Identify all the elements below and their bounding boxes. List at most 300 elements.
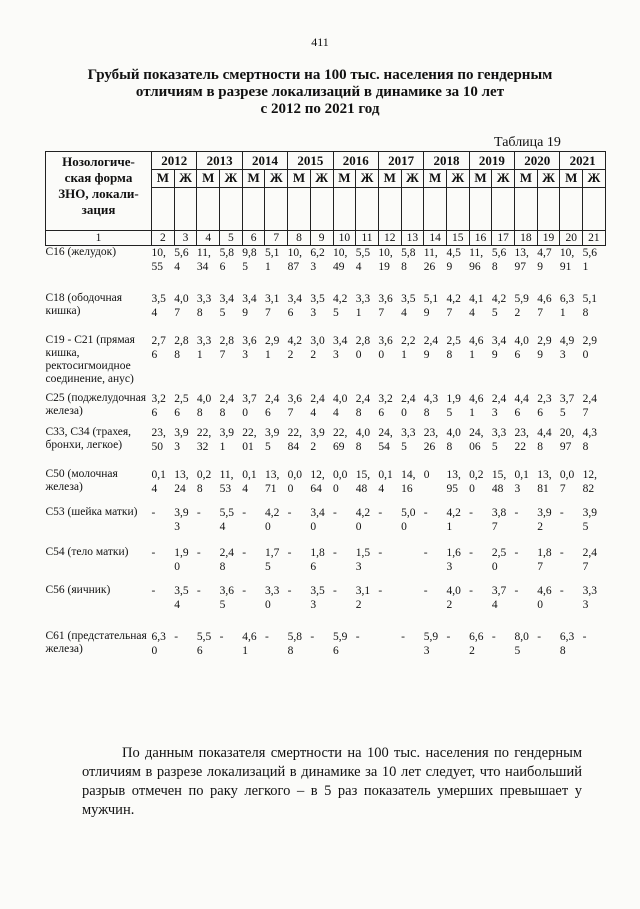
header-spacer-cell — [560, 188, 583, 231]
value-line: 3,7 — [242, 392, 257, 405]
localization-header-line: зация — [81, 202, 116, 217]
value-cell — [424, 468, 447, 506]
value-cell — [515, 630, 538, 674]
sex-header: Ж — [265, 170, 288, 188]
value-line: 5,1 — [423, 292, 439, 305]
value-cell — [220, 334, 243, 392]
value-cell — [356, 630, 379, 674]
value-cell — [242, 630, 265, 674]
value-line: 1,8 — [310, 546, 325, 559]
value-line: 1 — [469, 406, 475, 419]
value-line: 3,3 — [582, 584, 597, 597]
value-line: 23, — [514, 426, 529, 439]
value-line: 4,2 — [491, 292, 507, 305]
value-cell — [378, 392, 401, 426]
value-line: 13, — [264, 468, 280, 481]
value-cell — [152, 334, 175, 392]
value-cell — [288, 292, 311, 334]
value-line: 2 — [310, 348, 317, 361]
value-line: 1 — [219, 440, 226, 453]
value-line: 95 — [446, 482, 458, 495]
value-cell — [515, 334, 538, 392]
value-cell — [356, 506, 379, 546]
value-cell — [174, 334, 197, 392]
value-cell — [174, 468, 197, 506]
value-line: 3,4 — [287, 292, 302, 305]
value-cell — [446, 506, 469, 546]
table-row — [46, 630, 606, 674]
value-line: - — [491, 630, 496, 643]
value-line: 3,9 — [264, 426, 280, 439]
value-line: 1 — [242, 644, 248, 657]
value-cell — [288, 246, 311, 292]
title-line-3: с 2012 по 2021 год — [260, 101, 380, 117]
value-cell — [583, 334, 606, 392]
value-line: 9 — [423, 348, 430, 361]
value-line: 13, — [446, 468, 461, 481]
value-line: 7 — [174, 306, 180, 319]
value-cell — [152, 246, 175, 292]
value-cell — [220, 392, 243, 426]
value-line: 12, — [582, 468, 597, 481]
value-line: 01 — [242, 440, 254, 453]
value-line: 3,3 — [355, 292, 371, 305]
column-number: 10 — [333, 231, 356, 246]
value-cell — [333, 506, 356, 546]
value-line: - — [196, 506, 201, 519]
value-line: 8 — [174, 348, 180, 361]
value-line: 3,8 — [491, 506, 507, 519]
localization-header — [46, 152, 152, 231]
value-line: 2 — [355, 598, 362, 611]
value-line: 8 — [582, 306, 589, 319]
value-cell — [220, 292, 243, 334]
value-cell — [560, 334, 583, 392]
value-line: 5 — [401, 440, 407, 453]
value-line: 6 — [287, 306, 294, 319]
value-line: 0,2 — [469, 468, 484, 481]
value-cell — [310, 546, 333, 584]
value-line: 3,1 — [355, 584, 371, 597]
value-cell — [310, 392, 333, 426]
value-line: 8 — [559, 644, 566, 657]
value-line: 1 — [264, 261, 271, 273]
value-line: 4,0 — [446, 584, 461, 597]
value-line: 2,4 — [264, 392, 280, 405]
table-row — [46, 292, 606, 334]
value-line: 26 — [423, 440, 436, 453]
table-body — [46, 246, 606, 674]
value-line: 0 — [469, 482, 475, 495]
value-cell — [310, 334, 333, 392]
value-line: - — [287, 506, 292, 519]
value-line: 3,9 — [537, 506, 552, 519]
value-line: 5,5 — [219, 506, 234, 519]
sex-header: М — [288, 170, 311, 188]
value-line: 4 — [491, 598, 498, 611]
value-cell — [537, 584, 560, 630]
year-header: 2015 — [288, 152, 333, 170]
value-line: 71 — [264, 482, 277, 495]
value-line: 13, — [514, 247, 529, 259]
value-cell — [152, 468, 175, 506]
value-cell — [174, 584, 197, 630]
value-cell — [401, 392, 424, 426]
value-line: 7 — [582, 406, 589, 419]
value-line: - — [333, 546, 337, 559]
header-spacer-cell — [515, 188, 538, 231]
value-line: 4 — [219, 520, 226, 533]
value-line: 3,9 — [310, 426, 325, 439]
value-cell — [515, 292, 538, 334]
value-line: 2,8 — [355, 334, 371, 347]
value-line: 4 — [151, 482, 158, 495]
value-line: 22, — [287, 426, 302, 439]
value-line: 4,1 — [469, 292, 484, 305]
value-cell — [356, 584, 379, 630]
sex-header: Ж — [174, 170, 197, 188]
header-spacer-cell — [242, 188, 265, 231]
value-line: 4,5 — [446, 247, 461, 259]
value-cell — [310, 506, 333, 546]
value-line: 0 — [264, 598, 271, 611]
value-line: 2,4 — [491, 392, 507, 405]
value-line: 5 — [264, 440, 271, 453]
value-line: 8 — [491, 261, 498, 273]
value-cell — [242, 546, 265, 584]
value-line: 2,3 — [537, 392, 552, 405]
value-line: 1,9 — [174, 546, 189, 559]
value-line: 24, — [469, 426, 484, 439]
value-cell — [469, 292, 492, 334]
value-cell — [537, 334, 560, 392]
value-line: 4,0 — [333, 392, 348, 405]
row-label: С53 (шейка матки) — [45, 505, 138, 518]
value-line: - — [559, 506, 564, 519]
value-line: 5,8 — [401, 247, 416, 259]
value-line: 1 — [264, 348, 271, 361]
value-line: 0 — [151, 644, 158, 657]
column-number: 5 — [220, 231, 243, 246]
value-line: 3,5 — [401, 292, 416, 305]
value-cell — [515, 506, 538, 546]
year-header: 2016 — [333, 152, 378, 170]
value-line: 4,0 — [355, 426, 371, 439]
value-line: 2,4 — [423, 334, 439, 347]
value-line: 0 — [491, 560, 498, 573]
value-cell — [152, 426, 175, 468]
value-line: 2,4 — [310, 392, 325, 405]
value-line: 7 — [287, 406, 294, 419]
value-line: 9 — [446, 261, 453, 273]
value-cell — [424, 426, 447, 468]
value-line: 7 — [378, 306, 385, 319]
value-cell — [515, 468, 538, 506]
value-line: 4,2 — [264, 506, 280, 519]
value-line: 3,3 — [491, 426, 507, 439]
value-line: 8 — [423, 406, 430, 419]
value-cell — [401, 468, 424, 506]
value-cell — [288, 468, 311, 506]
value-line: - — [264, 630, 269, 643]
value-line: 6 — [151, 348, 158, 361]
value-line: 5 — [514, 644, 521, 657]
value-cell — [288, 630, 311, 674]
value-line: 16 — [401, 482, 413, 495]
value-cell — [469, 468, 492, 506]
value-line: 4,2 — [446, 292, 461, 305]
value-line: 2,8 — [174, 334, 189, 347]
value-line: 4,9 — [559, 334, 575, 347]
value-line: 15, — [355, 468, 371, 481]
column-number: 13 — [401, 231, 424, 246]
value-line: - — [378, 584, 383, 597]
header-spacer-cell — [310, 188, 333, 231]
value-cell — [583, 426, 606, 468]
value-cell — [333, 468, 356, 506]
value-line: - — [378, 546, 383, 559]
value-line: 7 — [537, 560, 543, 573]
value-cell — [220, 506, 243, 546]
sex-header: Ж — [220, 170, 243, 188]
value-cell — [220, 246, 243, 292]
value-line: 4,2 — [355, 506, 371, 519]
value-line: 23, — [151, 426, 166, 439]
value-cell — [197, 392, 220, 426]
table-title — [20, 67, 620, 118]
value-line: 4,2 — [446, 506, 461, 519]
value-line: 3 — [242, 348, 248, 361]
value-line: 3,4 — [310, 506, 325, 519]
value-line: 9 — [537, 348, 543, 361]
value-line: 3,7 — [491, 584, 507, 597]
value-line: 3,9 — [174, 426, 189, 439]
value-line: 6,3 — [559, 292, 575, 305]
value-line: 6 — [378, 406, 385, 419]
value-cell — [174, 392, 197, 426]
value-line: 3,4 — [219, 292, 234, 305]
value-line: 4,6 — [537, 292, 552, 305]
value-cell — [401, 630, 424, 674]
value-line: 1,9 — [446, 392, 461, 405]
column-number: 19 — [537, 231, 560, 246]
value-line: 48 — [355, 482, 368, 495]
value-line: 0 — [333, 482, 339, 495]
value-line: 6,3 — [559, 630, 575, 643]
year-header: 2018 — [424, 152, 469, 170]
value-line: 2,8 — [219, 334, 234, 347]
value-cell — [583, 506, 606, 546]
value-cell — [174, 292, 197, 334]
value-line: 2,9 — [537, 334, 552, 347]
value-cell — [446, 426, 469, 468]
value-line: 5,6 — [174, 247, 189, 259]
value-line: 4,3 — [423, 392, 439, 405]
value-line: 4,2 — [287, 334, 302, 347]
value-line: 6 — [264, 406, 271, 419]
value-line: 4 — [174, 261, 180, 273]
value-line: 6 — [310, 560, 317, 573]
value-line: 2,4 — [355, 392, 371, 405]
value-cell — [356, 546, 379, 584]
value-cell — [560, 292, 583, 334]
value-line: 4 — [151, 306, 158, 319]
header-spacer-cell — [401, 188, 424, 231]
value-line: 4,6 — [469, 392, 484, 405]
value-line: 8 — [446, 348, 453, 361]
value-cell — [401, 292, 424, 334]
value-cell — [356, 426, 379, 468]
value-line: 22, — [333, 426, 348, 439]
row-label: С33, С34 (трахея, бронхи, легкое) — [45, 425, 132, 451]
year-header-row — [46, 152, 606, 170]
value-line: - — [582, 630, 587, 643]
value-cell — [288, 546, 311, 584]
value-cell — [560, 468, 583, 506]
column-number: 21 — [583, 231, 606, 246]
value-line: 3,2 — [151, 392, 166, 405]
value-cell — [560, 546, 583, 584]
year-header: 2019 — [469, 152, 514, 170]
value-line: 69 — [333, 440, 345, 453]
header-spacer-cell — [333, 188, 356, 231]
value-cell — [492, 392, 515, 426]
value-cell — [310, 246, 333, 292]
value-cell — [537, 246, 560, 292]
value-cell — [378, 334, 401, 392]
value-line: 1,7 — [264, 546, 280, 559]
value-line: 3 — [423, 644, 430, 657]
value-line: 6 — [537, 406, 543, 419]
value-line: 2,9 — [264, 334, 280, 347]
value-cell — [265, 426, 288, 468]
value-cell — [333, 334, 356, 392]
value-line: 2 — [469, 644, 475, 657]
table-label: Таблица 19 — [494, 135, 561, 150]
value-cell — [174, 630, 197, 674]
table-row — [46, 546, 606, 584]
value-line: 5 — [559, 406, 566, 419]
row-label: С54 (тело матки) — [45, 545, 129, 558]
value-line: 2 — [514, 306, 521, 319]
value-line: 2,4 — [582, 392, 597, 405]
value-line: 0,0 — [559, 468, 575, 481]
header-spacer-cell — [288, 188, 311, 231]
value-cell — [197, 468, 220, 506]
year-header: 2017 — [378, 152, 423, 170]
value-cell — [537, 292, 560, 334]
value-line: 0 — [401, 406, 407, 419]
value-line: 6,2 — [310, 247, 325, 259]
value-line: 3,9 — [219, 426, 234, 439]
table-row — [46, 392, 606, 426]
value-cell — [288, 334, 311, 392]
year-header: 2014 — [242, 152, 287, 170]
value-line: 3,4 — [242, 292, 257, 305]
value-line: 4 — [310, 406, 317, 419]
value-line: 9 — [537, 261, 543, 273]
value-cell — [537, 630, 560, 674]
value-cell — [583, 546, 606, 584]
value-cell — [492, 292, 515, 334]
value-line: 8 — [219, 560, 226, 573]
year-header: 2013 — [197, 152, 242, 170]
value-cell — [197, 334, 220, 392]
value-cell — [492, 584, 515, 630]
title-line-1: Грубый показатель смертности на 100 тыс. населения по гендерным — [87, 67, 553, 83]
value-cell — [220, 584, 243, 630]
value-line: 3,3 — [196, 292, 212, 305]
value-cell — [560, 506, 583, 546]
value-line: 3,9 — [174, 506, 189, 519]
value-cell — [492, 506, 515, 546]
value-line: - — [310, 630, 315, 643]
value-cell — [424, 246, 447, 292]
value-cell — [424, 584, 447, 630]
value-line: - — [355, 630, 360, 643]
value-cell — [492, 546, 515, 584]
value-line: 11, — [196, 247, 211, 259]
value-cell — [242, 506, 265, 546]
value-cell — [583, 392, 606, 426]
value-cell — [333, 630, 356, 674]
row-label: С16 (желудок) — [45, 246, 117, 258]
value-line: 10, — [333, 247, 348, 259]
value-line: 2,2 — [401, 334, 416, 347]
value-cell — [492, 426, 515, 468]
value-line: 50 — [151, 440, 163, 453]
value-cell — [265, 630, 288, 674]
value-line: 23, — [423, 426, 439, 439]
value-cell — [446, 630, 469, 674]
value-line: 5,8 — [219, 247, 234, 259]
value-cell — [356, 246, 379, 292]
value-line: 8 — [196, 406, 203, 419]
value-cell — [288, 506, 311, 546]
value-line: - — [469, 506, 473, 519]
column-number: 1 — [46, 231, 152, 246]
value-cell — [469, 506, 492, 546]
value-cell — [424, 506, 447, 546]
value-line: 1 — [469, 348, 475, 361]
value-line: 3 — [310, 598, 317, 611]
value-line: 3 — [582, 598, 589, 611]
value-line: 0,1 — [151, 468, 166, 481]
value-line: 1,5 — [355, 546, 371, 559]
value-line: - — [514, 584, 519, 597]
value-line: - — [242, 506, 247, 519]
value-line: 3 — [310, 261, 317, 273]
value-line: 0 — [423, 468, 430, 481]
value-line: 15, — [491, 468, 507, 481]
value-line: 4,0 — [446, 426, 461, 439]
value-cell — [152, 546, 175, 584]
value-line: - — [174, 630, 179, 643]
header-spacer-cell — [583, 188, 606, 231]
value-line: 2 — [310, 440, 317, 453]
column-number: 9 — [310, 231, 333, 246]
value-line: 4,3 — [582, 426, 597, 439]
value-line: - — [423, 506, 428, 519]
header-spacer-cell — [446, 188, 469, 231]
value-cell — [242, 584, 265, 630]
value-cell — [515, 584, 538, 630]
value-cell — [265, 584, 288, 630]
value-cell — [446, 584, 469, 630]
value-line: 10, — [378, 247, 393, 259]
value-cell — [401, 334, 424, 392]
value-line: 13, — [537, 468, 552, 481]
